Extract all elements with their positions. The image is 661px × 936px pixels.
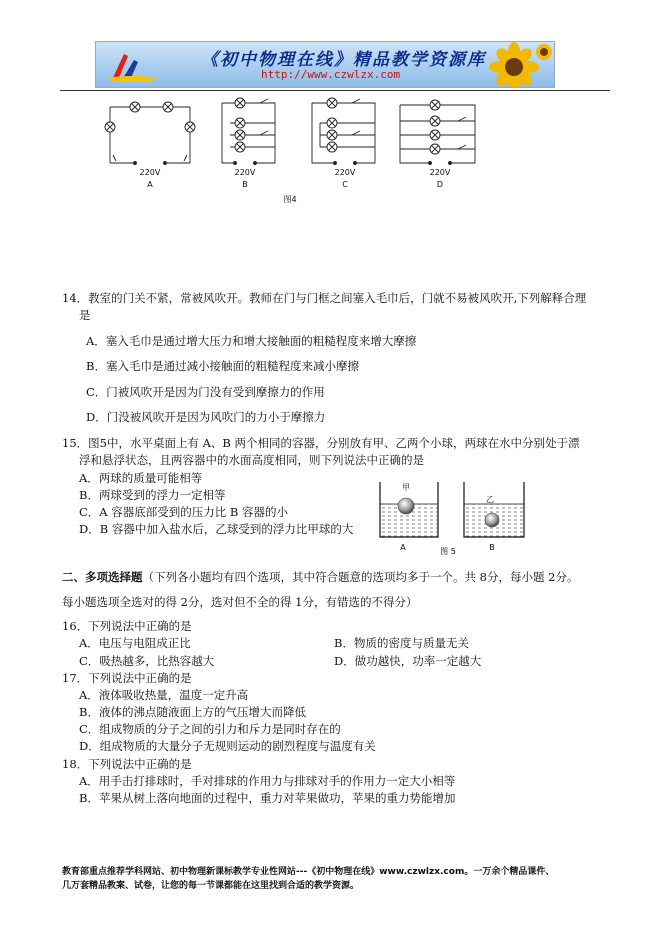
q14-stem-line2: 是 [79,308,91,322]
q17-option-a: A．液体吸收热量，温度一定升高 [79,688,249,702]
q15-stem-line2: 浮和悬浮状态，且两容器中的水面高度相同，则下列说法中正确的是 [79,453,424,467]
q15-option-d: D．B 容器中加入盐水后，乙球受到的浮力比甲球的大 [79,522,354,536]
q16-option-b: B．物质的密度与质量无关 [334,636,469,650]
container-b [464,482,524,537]
voltage-label-a: 220V [139,168,161,177]
q14-option-a: A．塞入毛巾是通过增大压力和增大接触面的粗糙程度来增大摩擦 [86,334,417,348]
header-rule [60,90,610,91]
banner-url: http://www.czwlzx.com [261,68,401,81]
figure-5-containers [370,478,540,558]
footer-line1: 教育部重点推荐学科网站、初中物理新课标教学专业性网站---《初中物理在线》www.czwlzx.com。一万余个精品课件、 [62,867,555,877]
q15-option-c: C．A 容器底部受到的压力比 B 容器的小 [79,505,289,519]
circuit-b [222,98,275,165]
q15-option-b: B．两球受到的浮力一定相等 [79,488,226,502]
circuit-label-b: B [242,180,248,189]
q16-option-c: C．吸热越多，比热容越大 [79,654,215,668]
q14-option-c: C．门被风吹开是因为门没有受到摩擦力的作用 [86,385,325,399]
circuit-c [312,98,375,165]
circuit-label-c: C [342,180,348,189]
q18-option-b: B．苹果从树上落向地面的过程中，重力对苹果做功，苹果的重力势能增加 [79,791,456,805]
banner-title: 《初中物理在线》精品教学资源库 [201,50,486,70]
q14-stem-line1: 14．教室的门关不紧，常被风吹开。教师在门与门框之间塞入毛巾后，门就不易被风吹开,下列解释合理 [62,291,587,305]
q18-stem: 18．下列说法中正确的是 [62,757,192,771]
header-banner [95,41,555,88]
q17-option-c: C．组成物质的分子之间的引力和斥力是同时存在的 [79,722,341,736]
circuit-a [105,102,195,165]
voltage-label-b: 220V [234,168,256,177]
voltage-label-d: 220V [429,168,451,177]
section-2-title: 二、多项选择题 [62,570,143,584]
q14-option-b: B．塞入毛巾是通过减小接触面的粗糙程度来减小摩擦 [86,359,359,373]
q14-option-d: D．门没被风吹开是因为风吹门的力小于摩擦力 [86,410,326,424]
q15-option-a: A．两球的质量可能相等 [79,471,203,485]
q17-stem: 17．下列说法中正确的是 [62,671,192,685]
q17-option-b: B．液体的沸点随液面上方的气压增大而降低 [79,705,306,719]
figure-5-caption: 图 5 [440,547,456,556]
section-2-heading [62,569,578,585]
sunflower-icon [484,42,554,87]
circuit-label-a: A [147,180,153,189]
ball-b-label: 乙 [486,495,494,504]
circuit-d [400,100,475,165]
ball-a-label: 甲 [402,483,410,492]
q16-option-d: D．做功越快，功率一定越大 [334,654,482,668]
q16-stem: 16．下列说法中正确的是 [62,619,192,633]
q15-stem-line1: 15．图5中，水平桌面上有 A、B 两个相同的容器，分别放有甲、乙两个小球，两球在水中分别处于漂 [62,436,580,450]
q18-option-a: A．用手击打排球时，手对排球的作用力与排球对手的作用力一定大小相等 [79,774,456,788]
figure-4-caption: 图4 [283,195,297,204]
logo-icon [102,46,162,84]
section-2-note-line1: （下列各小题均有四个选项，其中符合题意的选项均多于一个。共 8分，每小题 2分。 [142,570,579,584]
voltage-label-c: 220V [334,168,356,177]
container-b-label: B [489,543,495,552]
footer-line2: 几万套精品教案、试卷，让您的每一节课都能在这里找到合适的教学资源。 [62,881,360,891]
section-2-note-line2: 每小题选项全选对的得 2分，选对但不全的得 1分，有错选的不得分） [62,595,418,609]
figure-4-circuits [90,95,490,205]
q16-option-a: A．电压与电阻成正比 [79,636,191,650]
q17-option-d: D．组成物质的大量分子无规则运动的剧烈程度与温度有关 [79,739,376,753]
circuit-label-d: D [436,180,444,189]
container-a-label: A [400,543,406,552]
